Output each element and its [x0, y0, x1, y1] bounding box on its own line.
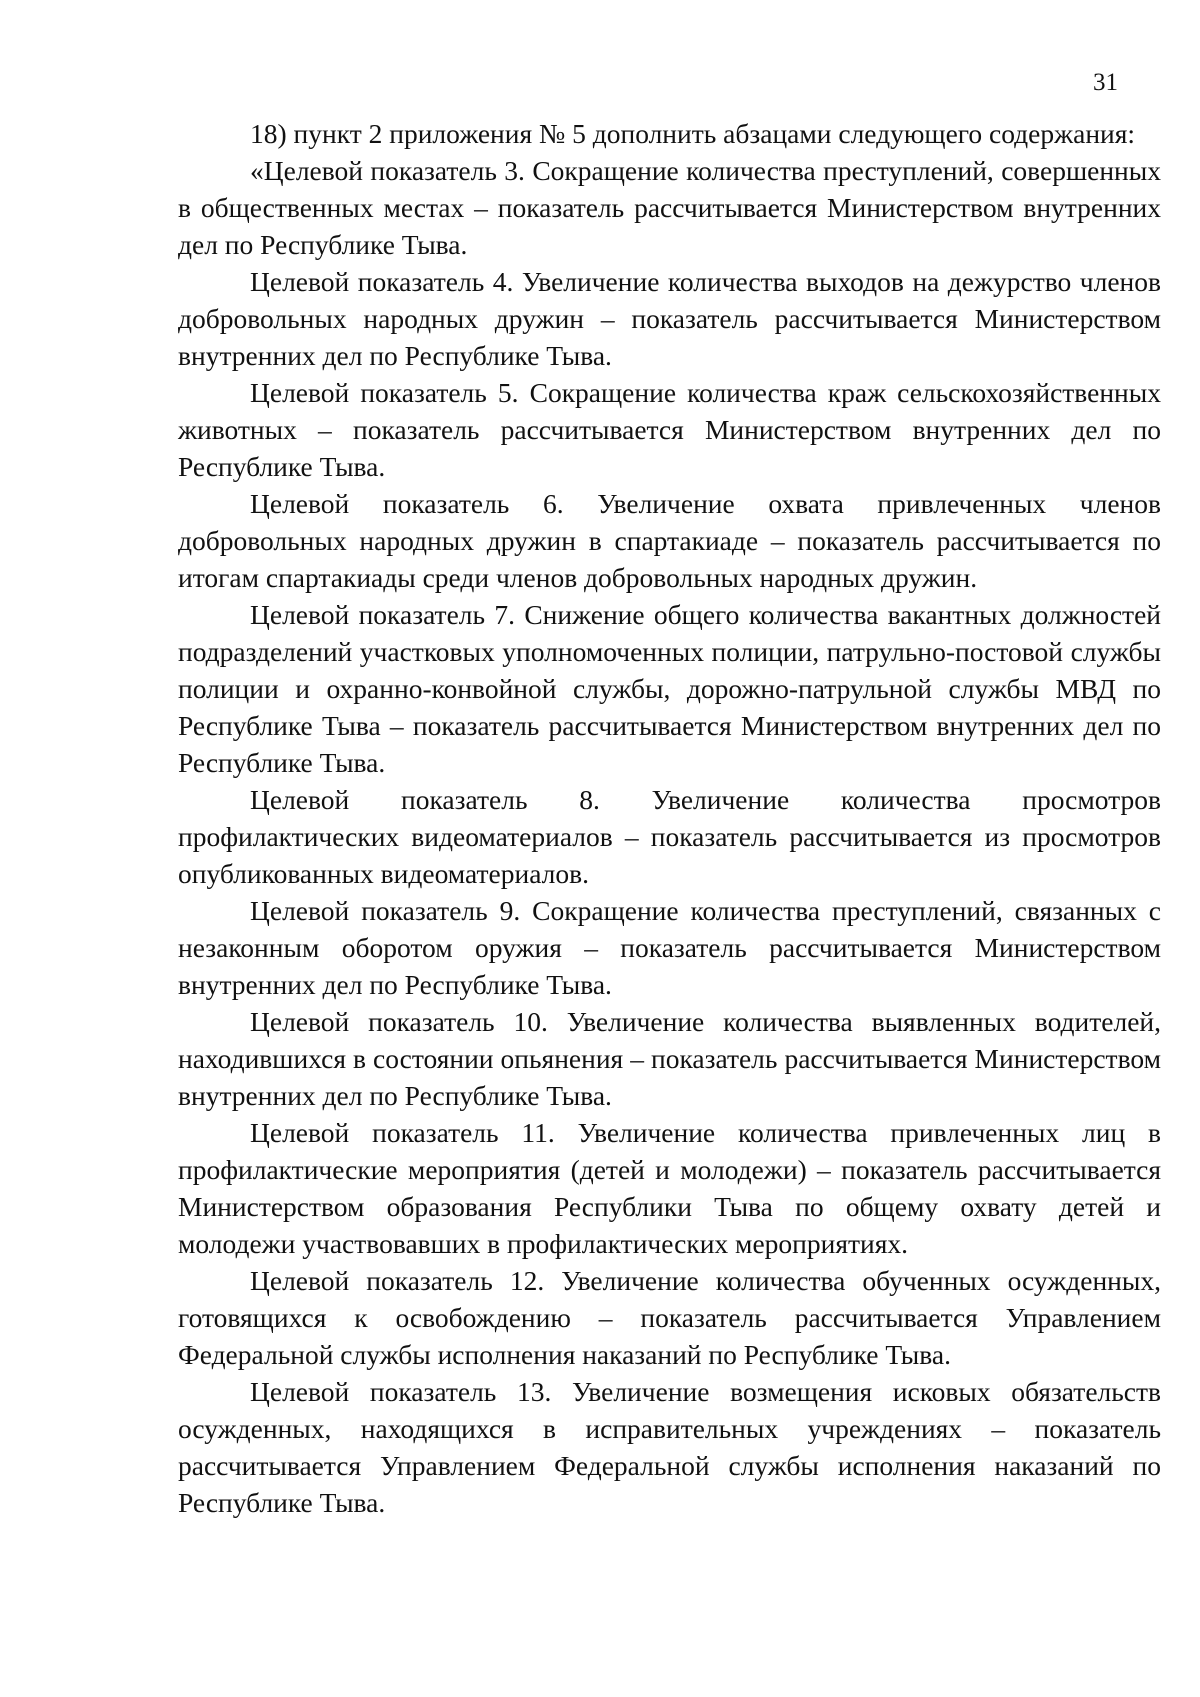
- paragraph-indicator-7: Целевой показатель 7. Снижение общего количества вакантных должностей подразделений участковых уполномоченных полиции, патрульно-постовой службы полиции и охранно-конвойной службы, дорожно-патрульной службы МВД по Республике Тыва – показатель рассчитывается Министерством внутренних дел по Республике Тыва.: [178, 599, 1161, 778]
- paragraph-indicator-3: «Целевой показатель 3. Сокращение количества преступлений, совершенных в общественных местах – показатель рассчитывается Министерством внутренних дел по Республике Тыва.: [178, 155, 1161, 260]
- paragraph-indicator-11: Целевой показатель 11. Увеличение количества привлеченных лиц в профилактические мероприятия (детей и молодежи) – показатель рассчитывается Министерством образования Республики Тыва по общему охвату детей и молодежи участвовавших в профилактических мероприятиях.: [178, 1117, 1161, 1259]
- paragraph-indicator-13: Целевой показатель 13. Увеличение возмещения исковых обязательств осужденных, находящихся в исправительных учреждениях – показатель рассчитывается Управлением Федеральной службы исполнения наказаний по Республике Тыва.: [178, 1376, 1161, 1518]
- paragraph-indicator-10: Целевой показатель 10. Увеличение количества выявленных водителей, находившихся в состоянии опьянения – показатель рассчитывается Министерством внутренних дел по Республике Тыва.: [178, 1006, 1161, 1111]
- paragraph-indicator-5: Целевой показатель 5. Сокращение количества краж сельскохозяйственных животных – показатель рассчитывается Министерством внутренних дел по Республике Тыва.: [178, 377, 1161, 482]
- paragraph-indicator-8: Целевой показатель 8. Увеличение количества просмотров профилактических видеоматериалов – показатель рассчитывается из просмотров опубликованных видеоматериалов.: [178, 784, 1161, 889]
- page-number: 31: [1093, 69, 1118, 96]
- document-body: [178, 115, 1161, 1521]
- paragraph-indicator-6: Целевой показатель 6. Увеличение охвата привлеченных членов добровольных народных дружин в спартакиаде – показатель рассчитывается по итогам спартакиады среди членов добровольных народных дружин.: [178, 488, 1161, 593]
- paragraph-amendment-intro: 18) пункт 2 приложения № 5 дополнить абзацами следующего содержания:: [250, 118, 1136, 149]
- paragraph-indicator-12: Целевой показатель 12. Увеличение количества обученных осужденных, готовящихся к освобождению – показатель рассчитывается Управлением Федеральной службы исполнения наказаний по Республике Тыва.: [178, 1265, 1161, 1370]
- paragraph-indicator-4: Целевой показатель 4. Увеличение количества выходов на дежурство членов добровольных народных дружин – показатель рассчитывается Министерством внутренних дел по Республике Тыва.: [178, 266, 1161, 371]
- paragraph-indicator-9: Целевой показатель 9. Сокращение количества преступлений, связанных с незаконным оборотом оружия – показатель рассчитывается Министерством внутренних дел по Республике Тыва.: [178, 895, 1161, 1000]
